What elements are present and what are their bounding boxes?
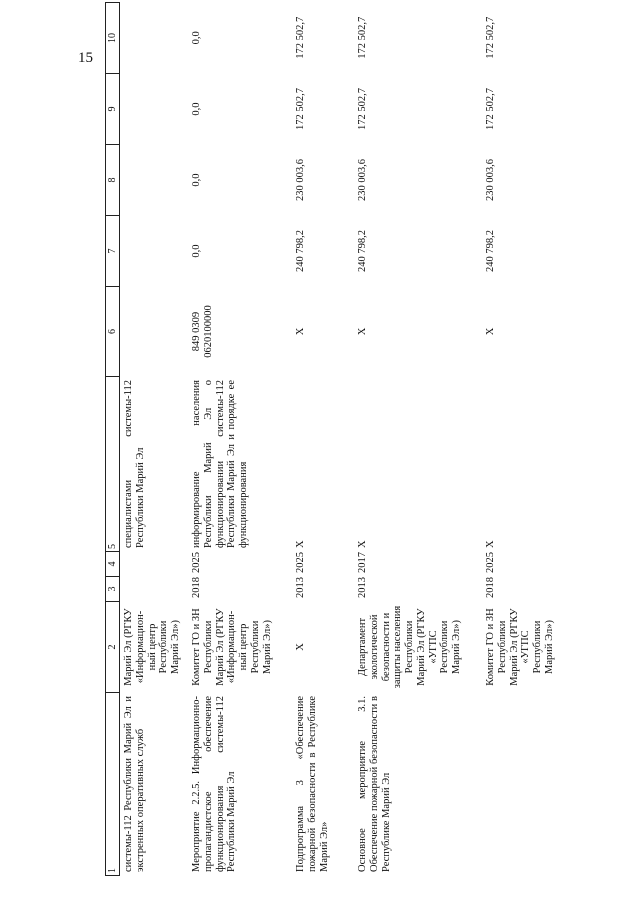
cell-code: X (357, 327, 369, 336)
cell-value-7: 240 798,2 (295, 230, 307, 272)
cell-value-10: 172 502,7 (485, 16, 497, 59)
cell-value-10: 0,0 (191, 31, 203, 45)
header-col-2: 2 (106, 602, 120, 693)
header-col-5: 5 (106, 377, 120, 552)
cell-name: Подпрограмма 3 «Обеспечение пожарной безопасности в Республике Марий Эл» (295, 696, 330, 872)
cell-name (482, 693, 568, 876)
cell-end-year: 2017 (357, 552, 369, 573)
cell-value-7: 240 798,2 (357, 230, 369, 272)
header-row (106, 3, 120, 876)
cell-value-7: 0,0 (191, 244, 203, 258)
cell-result: X (295, 540, 307, 548)
cell-start-year (120, 577, 189, 602)
cell-value-7: 240 798,2 (485, 230, 497, 272)
header-col-7: 7 (106, 216, 120, 287)
header-col-4: 4 (106, 552, 120, 577)
cell-code: X (295, 327, 307, 336)
cell-result: X (357, 540, 369, 548)
cell-value-10 (120, 3, 189, 74)
rotated-table-container (105, 16, 555, 876)
cell-executor: Департамент экологической безопасности и защиты населения Республики Марий Эл (РГКУ «УГПС Республики Марий Эл») (357, 605, 463, 689)
cell-end-year: 2025 (485, 552, 497, 573)
cell-name: системы-112 Республики Марий Эл и экстренных оперативных служб (123, 696, 146, 872)
cell-code: 849 0309 0620100000 (191, 305, 214, 358)
cell-code (120, 287, 189, 377)
cell-value-9: 172 502,7 (357, 88, 369, 130)
cell-result: X (485, 540, 497, 548)
header-col-8: 8 (106, 145, 120, 216)
header-col-1: 1 (106, 693, 120, 876)
cell-executor: Комитет ГО и ЗН Республики Марий Эл (РГКУ «УГПС Республики Марий Эл») (485, 608, 555, 686)
cell-end-year (120, 552, 189, 577)
cell-value-8: 0,0 (191, 173, 203, 187)
cell-value-9: 0,0 (191, 102, 203, 116)
program-table (105, 2, 568, 876)
table-row (120, 3, 189, 876)
cell-result: информирование населения Республики Марий Эл о функционировании системы-112 Республики Марий Эл и порядке ее функционирования (191, 380, 250, 548)
cell-value-10: 172 502,7 (295, 16, 307, 59)
cell-result: специалистами системы-112 Республики Марий Эл (123, 380, 146, 548)
cell-start-year: 2018 (191, 577, 203, 598)
cell-value-9: 172 502,7 (295, 88, 307, 130)
header-col-6: 6 (106, 287, 120, 377)
table-row (482, 3, 568, 876)
table-row (188, 3, 292, 876)
cell-start-year: 2018 (485, 577, 497, 598)
cell-value-7 (120, 216, 189, 287)
cell-code: X (485, 327, 497, 336)
cell-value-9 (120, 74, 189, 145)
cell-executor: Комитет ГО и ЗН Республики Марий Эл (РГКУ «Информацион-ный центр Республики Марий Эл») (191, 608, 273, 686)
cell-value-8 (120, 145, 189, 216)
header-col-9: 9 (106, 74, 120, 145)
cell-value-8: 230 003,6 (295, 159, 307, 201)
cell-end-year: 2025 (191, 552, 203, 573)
cell-value-8: 230 003,6 (485, 159, 497, 201)
cell-value-10: 172 502,7 (357, 16, 369, 59)
table-row (292, 3, 354, 876)
header-col-10: 10 (106, 3, 120, 74)
cell-end-year: 2025 (295, 552, 307, 573)
table-row (354, 3, 482, 876)
cell-value-8: 230 003,6 (357, 159, 369, 201)
cell-name: Основное мероприятие 3.1. Обеспечение пожарной безопасности в Республике Марий Эл (357, 696, 392, 872)
cell-executor: X (295, 643, 307, 651)
header-col-3: 3 (106, 577, 120, 602)
cell-start-year: 2013 (357, 577, 369, 598)
cell-name: Мероприятие 2.2.5. Информационно-пропагандистское обеспечение функционирования системы-112 Республики Марий Эл (191, 696, 238, 872)
cell-executor: Марий Эл (РГКУ «Информацион-ный центр Республики Марий Эл») (123, 608, 182, 686)
cell-start-year: 2013 (295, 577, 307, 598)
cell-value-9: 172 502,7 (485, 88, 497, 130)
page-number: 15 (78, 50, 93, 66)
